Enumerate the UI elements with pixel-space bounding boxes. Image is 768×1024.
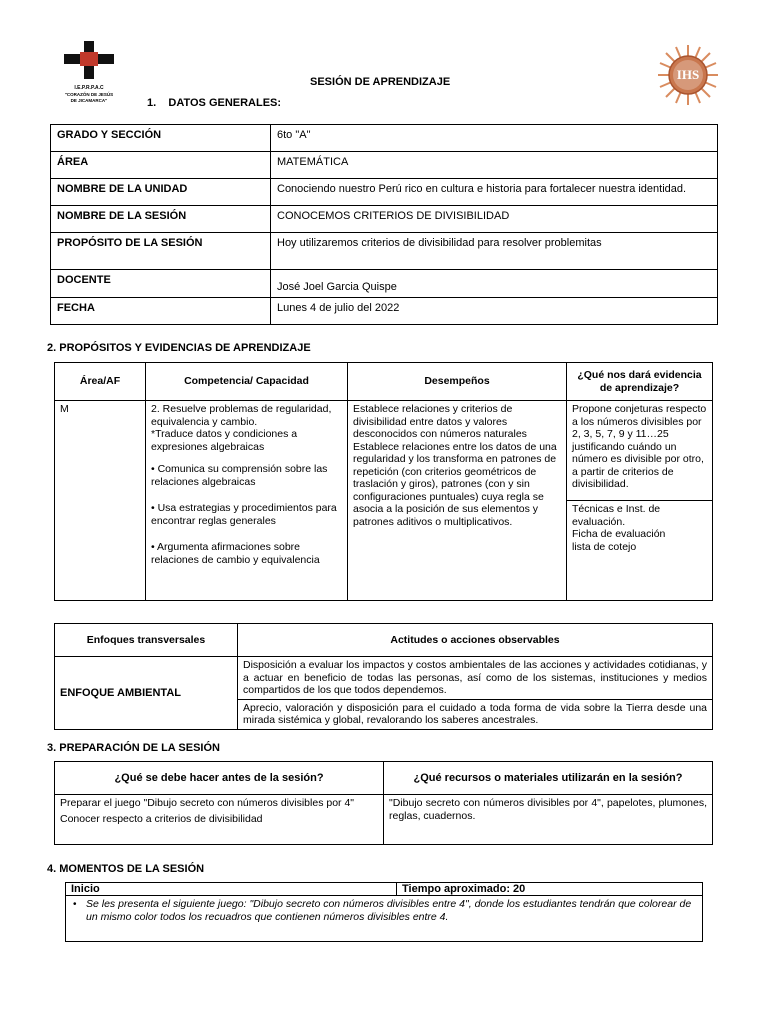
- cross-icon: [58, 40, 120, 80]
- section2-title: 2. PROPÓSITOS Y EVIDENCIAS DE APRENDIZAJE: [47, 342, 311, 354]
- label-sesion: NOMBRE DE LA SESIÓN: [51, 206, 271, 233]
- enfoques-table: [54, 623, 713, 730]
- ficha-evaluacion: Ficha de evaluación: [572, 528, 666, 540]
- header-desempenos: Desempeños: [348, 363, 567, 401]
- header-enfoques: Enfoques transversales: [55, 624, 238, 657]
- page-title: SESIÓN DE APRENDIZAJE: [310, 76, 451, 88]
- logo-caption-2: "CORAZÓN DE JESÚS: [64, 92, 114, 97]
- value-grado: 6to "A": [271, 125, 718, 152]
- label-docente: DOCENTE: [51, 270, 271, 298]
- inicio-label: Inicio: [66, 883, 397, 896]
- area-value: M: [55, 401, 146, 601]
- value-sesion: CONOCEMOS CRITERIOS DE DIVISIBILIDAD: [271, 206, 718, 233]
- evidencia-text: Propone conjeturas respecto a los números divisibles por 2, 3, 5, 7, 9 y 11…25 justificando cuándo un número es divisible por otro, a partir de criterios de divisibilidad.: [567, 401, 712, 501]
- recursos-text: "Dibujo secreto con números divisibles por 4", papelotes, plumones, reglas, cuadernos.: [384, 795, 713, 845]
- tecnicas-label: Técnicas e Inst. de evaluación.: [572, 503, 661, 528]
- school-logo: [58, 40, 120, 104]
- enfoque-ambiental-label: ENFOQUE AMBIENTAL: [55, 657, 238, 730]
- competencia-text: 2. Resuelve problemas de regularidad, equivalencia y cambio.: [151, 403, 332, 428]
- value-proposito: Hoy utilizaremos criterios de divisibilidad para resolver problemitas: [271, 233, 718, 270]
- desempenos-text: Establece relaciones y criterios de divisibilidad entre datos y valores desconocidos con números naturales Establece relaciones entre los datos de una regularidad y los transforma en patrones de repetición (con criterios geométricos de traslación y giros), patrones (con y sin configuraciones puntuales) cuya regla se asocia a la posición de sus elementos y patrones aditivos o multiplicativos.: [348, 401, 567, 601]
- header-area: Área/AF: [55, 363, 146, 401]
- capacidad-item: • Comunica su comprensión sobre las relaciones algebraicas: [151, 463, 328, 488]
- preparacion-table: [54, 761, 713, 845]
- header-actitudes: Actitudes o acciones observables: [238, 624, 713, 657]
- actitud-item: Aprecio, valoración y disposición para el cuidado a toda forma de vida sobre la Tierra desde una mirada sistémica y global, revalorando los saberes ancestrales.: [238, 699, 713, 729]
- inicio-bullet-text: Se les presenta el siguiente juego: "Dibujo secreto con números divisibles entre 4", donde los estudiantes tendrán que colorear de un mismo color todos los recuadros que contienen números divisibles entre 4.: [86, 898, 692, 923]
- value-docente: José Joel Garcia Quispe: [271, 270, 718, 298]
- tiempo-label: Tiempo aproximado: 20: [397, 883, 703, 896]
- label-proposito: PROPÓSITO DE LA SESIÓN: [51, 233, 271, 270]
- label-unidad: NOMBRE DE LA UNIDAD: [51, 179, 271, 206]
- antes-item: Conocer respecto a criterios de divisibilidad: [60, 812, 263, 825]
- section4-title: 4. MOMENTOS DE LA SESIÓN: [47, 863, 205, 875]
- header-evidencia: ¿Qué nos dará evidencia de aprendizaje?: [567, 363, 713, 401]
- antes-item: Preparar el juego "Dibujo secreto con números divisibles por 4": [60, 797, 355, 809]
- label-area: ÁREA: [51, 152, 271, 179]
- evidencia-cell: [567, 401, 713, 601]
- section3-title: 3. PREPARACIÓN DE LA SESIÓN: [47, 742, 220, 754]
- section1-title: 1. DATOS GENERALES:: [147, 97, 282, 109]
- bullet-icon: •: [73, 899, 77, 910]
- header-competencia: Competencia/ Capacidad: [146, 363, 348, 401]
- propositos-table: [54, 362, 713, 601]
- header-antes: ¿Qué se debe hacer antes de la sesión?: [55, 762, 384, 795]
- value-fecha: Lunes 4 de julio del 2022: [271, 298, 718, 325]
- header-recursos: ¿Qué recursos o materiales utilizarán en la sesión?: [384, 762, 713, 795]
- momentos-table: [65, 882, 703, 942]
- logo-caption-3: DE JICAMARCA": [70, 98, 108, 103]
- capacidad-item: • Usa estrategias y procedimientos para encontrar reglas generales: [151, 502, 337, 527]
- actitud-item: Disposición a evaluar los impactos y costos ambientales de las acciones y actividades cotidianas, y a actuar en beneficio de todas las personas, así como de los sistemas, instituciones y medios compartidos de los que todos dependemos.: [238, 657, 713, 700]
- value-unidad: Conociendo nuestro Perú rico en cultura e historia para fortalecer nuestra identidad.: [271, 179, 718, 206]
- capacidad-item: • Argumenta afirmaciones sobre relaciones de cambio y equivalencia: [151, 541, 320, 566]
- logo-caption-1: I.E.P.R.P.A.C: [74, 85, 104, 91]
- label-fecha: FECHA: [51, 298, 271, 325]
- label-grado: GRADO Y SECCIÓN: [51, 125, 271, 152]
- lista-cotejo: lista de cotejo: [572, 540, 637, 553]
- competencia-cell: [146, 401, 348, 601]
- ihs-seal: [657, 44, 719, 106]
- value-area: MATEMÁTICA: [271, 152, 718, 179]
- capacidad-item: *Traduce datos y condiciones a expresiones algebraicas: [151, 428, 298, 453]
- ihs-seal-text: IHS: [676, 67, 700, 82]
- datos-generales-table: [50, 124, 718, 325]
